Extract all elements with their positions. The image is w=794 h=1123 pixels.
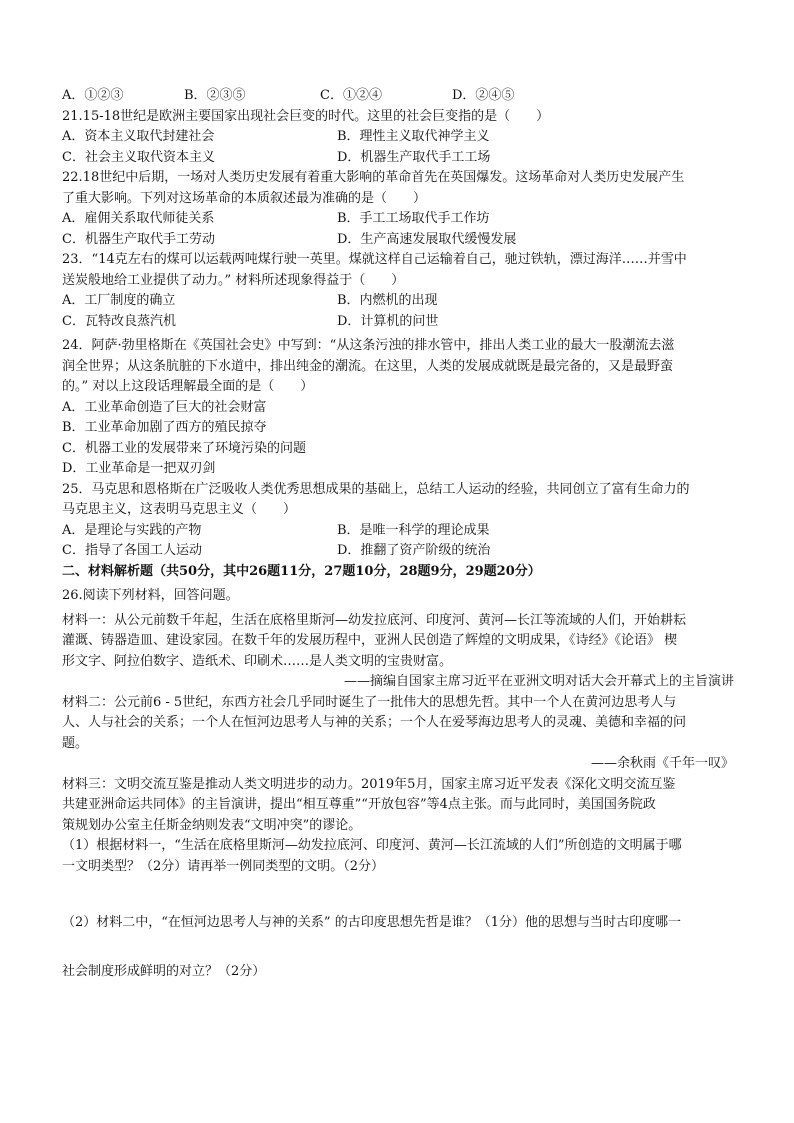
q23-option-c: C．瓦特改良蒸汽机 bbox=[62, 313, 176, 329]
q24-option-c: C．机器工业的发展带来了环境污染的问题 bbox=[62, 440, 306, 456]
q22-option-d: D．生产高速发展取代缓慢发展 bbox=[337, 231, 517, 247]
q26-sub2-line1: （2）材料二中，“在恒河边思考人与神的关系” 的古印度思想先哲是谁？（1分）他的思想与当时古印度哪一 bbox=[62, 915, 681, 930]
q26-material1-line3: 形文字、阿拉伯数字、造纸术、印刷术……是人类文明的宝贵财富。 bbox=[62, 653, 453, 669]
q21-option-b: B．理性主义取代神学主义 bbox=[337, 129, 490, 144]
q20-option-a: A．①②③ bbox=[62, 88, 124, 103]
q21-option-a: A．资本主义取代封建社会 bbox=[62, 129, 215, 144]
q20-option-c: C．①②④ bbox=[320, 88, 382, 103]
q23-option-d: D．计算机的问世 bbox=[337, 313, 439, 329]
q26-intro: 26.阅读下列材料，回答问题。 bbox=[62, 588, 239, 603]
q22-option-a: A．雇佣关系取代师徒关系 bbox=[62, 211, 215, 226]
q23-options-row2 bbox=[62, 312, 734, 333]
q23-stem-line1: 23．“14克左右的煤可以运载两吨煤行驶一英里。煤就这样自己运输着自己，驰过铁轨，漂过海洋……并雪中 bbox=[62, 252, 687, 267]
q21-options-row1 bbox=[62, 127, 734, 148]
section2-heading: 二、材料解析题（共50分，其中26题11分，27题10分，28题9分，29题20分） bbox=[62, 563, 541, 579]
q26-sub1-line1: （1）根据材料一，“生活在底格里斯河—幼发拉底河、印度河、黄河—长江流域的人们”所创造的文明属于哪 bbox=[62, 838, 682, 853]
q20-options bbox=[62, 86, 734, 107]
q26-material2-line2: 人、人与社会的关系；一个人在恒河边思考人与神的关系；一个人在爱琴海边思考人的灵魂、美德和幸福的问 bbox=[62, 715, 687, 730]
q20-option-d: D．②④⑤ bbox=[452, 88, 515, 103]
q22-option-b: B．手工工场取代手工作坊 bbox=[337, 211, 490, 226]
q26-material3-line2: 共建亚洲命运共同体》的主旨演讲，提出“相互尊重”“开放包容”等4点主张。而与此同时，美国国务院政 bbox=[62, 797, 656, 812]
q25-stem-line1: 25．马克思和恩格斯在广泛吸收人类优秀思想成果的基础上，总结工人运动的经验，共同创立了富有生命力的 bbox=[62, 481, 690, 497]
q23-option-a: A．工厂制度的确立 bbox=[62, 293, 176, 308]
q21-stem: 21.15-18世纪是欧洲主要国家出现社会巨变的时代。这里的社会巨变指的是（ ） bbox=[62, 108, 550, 124]
q21-options-row2 bbox=[62, 148, 734, 169]
q26-material1-line2: 灌溉、铸器造皿、建设家园。在数千年的发展历程中，亚洲人民创造了辉煌的文明成果，《诗经》《论语》 楔 bbox=[62, 633, 678, 648]
q26-material3-line3: 策规划办公室主任斯金纳则发表“文明冲突”的谬论。 bbox=[62, 817, 362, 833]
q23-stem-line2: 送炭般地给工业提供了动力。” 材料所述现象得益于（ ） bbox=[62, 272, 405, 288]
q22-stem-line1: 22.18世纪中后期，一场对人类历史发展有着重大影响的革命首先在英国爆发。这场革命对人类历史发展产生 bbox=[62, 170, 685, 185]
q25-option-a: A．是理论与实践的产物 bbox=[62, 522, 202, 538]
q25-options-row2 bbox=[62, 541, 734, 562]
q24-stem-line2: 润全世界；从这条肮脏的下水道中，排出纯金的潮流。在这里，人类的发展成就既是最完备的，又是最野蛮 bbox=[62, 358, 674, 374]
q25-option-c: C．指导了各国工人运动 bbox=[62, 543, 202, 558]
answer-space-1 bbox=[62, 877, 734, 913]
exam-page bbox=[62, 86, 734, 982]
q25-stem-line2: 马克思主义，这表明马克思主义（ ） bbox=[62, 502, 297, 517]
q26-sub2-line2: 社会制度形成鲜明的对立？（2分） bbox=[62, 963, 266, 979]
q26-sub1-line2: 一文明类型？（2分）请再举一例同类型的文明。（2分） bbox=[62, 858, 385, 874]
q21-option-c: C．社会主义取代资本主义 bbox=[62, 149, 215, 165]
q20-option-b: B．②③⑤ bbox=[184, 88, 246, 103]
q26-material2-source: ——余秋雨《千年一叹》 bbox=[590, 756, 734, 771]
q26-material2-line1: 材料二：公元前6 - 5世纪，东西方社会几乎同时诞生了一批伟大的思想先哲。其中一个人在黄河边思考人与 bbox=[62, 694, 677, 710]
q23-option-b: B．内燃机的出现 bbox=[337, 293, 438, 308]
q22-option-c: C．机器生产取代手工劳动 bbox=[62, 231, 215, 247]
q26-material1-source: ——摘编自国家主席习近平在亚洲文明对话大会开幕式上的主旨演讲 bbox=[343, 674, 734, 689]
q24-option-d: D．工业革命是一把双刃剑 bbox=[62, 461, 216, 476]
q22-options-row2 bbox=[62, 230, 734, 251]
q24-stem-line1: 24．阿萨·勃里格斯在《英国社会史》中写到：“从这条污浊的排水管中，排出人类工业的最大一股潮流去滋 bbox=[62, 338, 675, 353]
q25-options-row1 bbox=[62, 521, 734, 542]
q23-options-row1 bbox=[62, 291, 734, 312]
q21-option-d: D．机器生产取代手工工场 bbox=[337, 149, 491, 165]
q24-option-b: B．工业革命加剧了西方的殖民掠夺 bbox=[62, 420, 267, 435]
q22-stem-line2: 了重大影响。下列对这场革命的本质叙述最为准确的是（ ） bbox=[62, 190, 427, 206]
q22-options-row1 bbox=[62, 209, 734, 230]
q26-material2-line3: 题。 bbox=[62, 735, 89, 751]
q26-material3-line1: 材料三：文明交流互鉴是推动人类文明进步的动力。2019年5月，国家主席习近平发表《深化文明交流互鉴 bbox=[62, 776, 676, 792]
q26-material1-line1: 材料一：从公元前数千年起，生活在底格里斯河—幼发拉底河、印度河、黄河—长江等流域的人们，开始耕耘 bbox=[62, 612, 687, 628]
q25-option-b: B．是唯一科学的理论成果 bbox=[337, 522, 490, 538]
q24-stem-line3: 的。” 对以上这段话理解最全面的是（ ） bbox=[62, 379, 314, 394]
q24-option-a: A．工业革命创造了巨大的社会财富 bbox=[62, 399, 267, 415]
q25-option-d: D．推翻了资产阶级的统治 bbox=[337, 543, 491, 558]
